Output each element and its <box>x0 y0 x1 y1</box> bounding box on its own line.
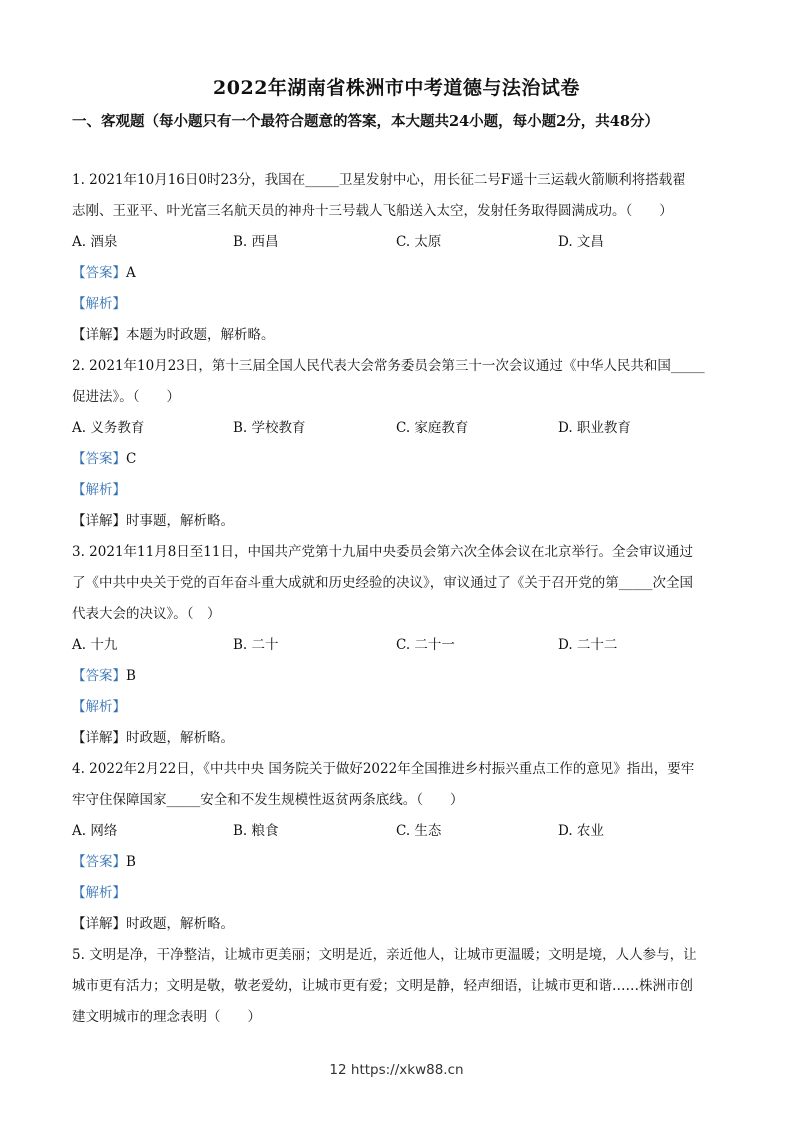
answer-value: B <box>126 668 136 684</box>
detail-label: 【详解】 <box>72 730 126 746</box>
question-2-answer <box>72 450 732 468</box>
answer-value: B <box>126 854 136 870</box>
question-1-answer <box>72 264 732 282</box>
answer-label: 【答案】 <box>72 265 126 281</box>
question-4-line-1: 4. 2022年2月22日，《中共中央 国务院关于做好2022年全国推进乡村振兴重点工作的意见》指出，要牢 <box>72 761 695 777</box>
question-2-detail <box>72 512 732 530</box>
question-3-analysis-label: 【解析】 <box>72 699 126 715</box>
detail-label: 【详解】 <box>72 327 126 343</box>
question-3-option-d: D. 二十二 <box>558 637 618 653</box>
answer-label: 【答案】 <box>72 451 126 467</box>
detail-label: 【详解】 <box>72 916 126 932</box>
question-5-line-2: 城市更有活力；文明是敬，敬老爱幼，让城市更有爱；文明是静，轻声细语，让城市更和谐……株洲市创 <box>72 978 693 994</box>
question-2-option-b: B. 学校教育 <box>233 420 306 436</box>
question-1-detail <box>72 326 732 344</box>
question-2-line-1: 2. 2021年10月23日，第十三届全国人民代表大会常务委员会第三十一次会议通过《中华人民共和国_____ <box>72 358 705 374</box>
question-4-option-d: D. 农业 <box>558 823 604 839</box>
answer-label: 【答案】 <box>72 668 126 684</box>
answer-label: 【答案】 <box>72 854 126 870</box>
page-title: 2022年湖南省株洲市中考道德与法治试卷 <box>213 77 580 99</box>
question-1-option-b: B. 西昌 <box>233 234 279 250</box>
question-3-option-a: A. 十九 <box>72 637 118 653</box>
detail-text: 时政题，解析略。 <box>126 730 234 746</box>
question-2-option-c: C. 家庭教育 <box>396 420 469 436</box>
question-1-option-c: C. 太原 <box>396 234 442 250</box>
question-4-answer <box>72 853 732 871</box>
question-1-analysis-label: 【解析】 <box>72 296 126 312</box>
question-4-option-c: C. 生态 <box>396 823 442 839</box>
question-4-option-a: A. 网络 <box>72 823 118 839</box>
question-1-line-2: 志刚、王亚平、叶光富三名航天员的神舟十三号载人飞船送入太空，发射任务取得圆满成功。（ ） <box>72 203 673 219</box>
question-2-line-2: 促进法》。（ ） <box>72 389 180 405</box>
question-2-option-d: D. 职业教育 <box>558 420 631 436</box>
detail-text: 本题为时政题，解析略。 <box>126 327 275 343</box>
detail-text: 时政题，解析略。 <box>126 916 234 932</box>
question-1-option-a: A. 酒泉 <box>72 234 118 250</box>
detail-text: 时事题，解析略。 <box>126 513 234 529</box>
page-footer: 12 https://xkw88.cn <box>329 1062 464 1078</box>
question-3-line-1: 3. 2021年11月8日至11日，中国共产党第十九届中央委员会第六次全体会议在北京举行。全会审议通过 <box>72 544 693 560</box>
question-3-line-3: 代表大会的决议》。（ ） <box>72 606 221 622</box>
answer-value: C <box>126 451 137 467</box>
question-4-option-b: B. 粮食 <box>233 823 279 839</box>
section-heading: 一、客观题（每小题只有一个最符合题意的答案，本大题共24小题，每小题2分，共48分） <box>72 113 659 130</box>
question-4-analysis-label: 【解析】 <box>72 885 126 901</box>
question-2-analysis-label: 【解析】 <box>72 482 126 498</box>
question-5-line-3: 建文明城市的理念表明（ ） <box>72 1009 261 1025</box>
answer-value: A <box>126 265 136 281</box>
question-3-option-b: B. 二十 <box>233 637 279 653</box>
question-5-line-1: 5. 文明是净，干净整洁，让城市更美丽；文明是近，亲近他人，让城市更温暖；文明是境，人人参与，让 <box>72 947 697 963</box>
question-2-option-a: A. 义务教育 <box>72 420 145 436</box>
question-3-option-c: C. 二十一 <box>396 637 455 653</box>
question-4-detail <box>72 915 732 933</box>
question-3-answer <box>72 667 732 685</box>
question-3-line-2: 了《中共中央关于党的百年奋斗重大成就和历史经验的决议》，审议通过了《关于召开党的第_____次全国 <box>72 575 693 591</box>
question-3-detail <box>72 729 732 747</box>
detail-label: 【详解】 <box>72 513 126 529</box>
question-4-line-2: 牢守住保障国家_____安全和不发生规模性返贫两条底线。（ ） <box>72 792 464 808</box>
question-1-option-d: D. 文昌 <box>558 234 604 250</box>
question-1-line-1: 1. 2021年10月16日0时23分，我国在_____卫星发射中心，用长征二号F遥十三运载火箭顺利将搭载翟 <box>72 172 686 188</box>
